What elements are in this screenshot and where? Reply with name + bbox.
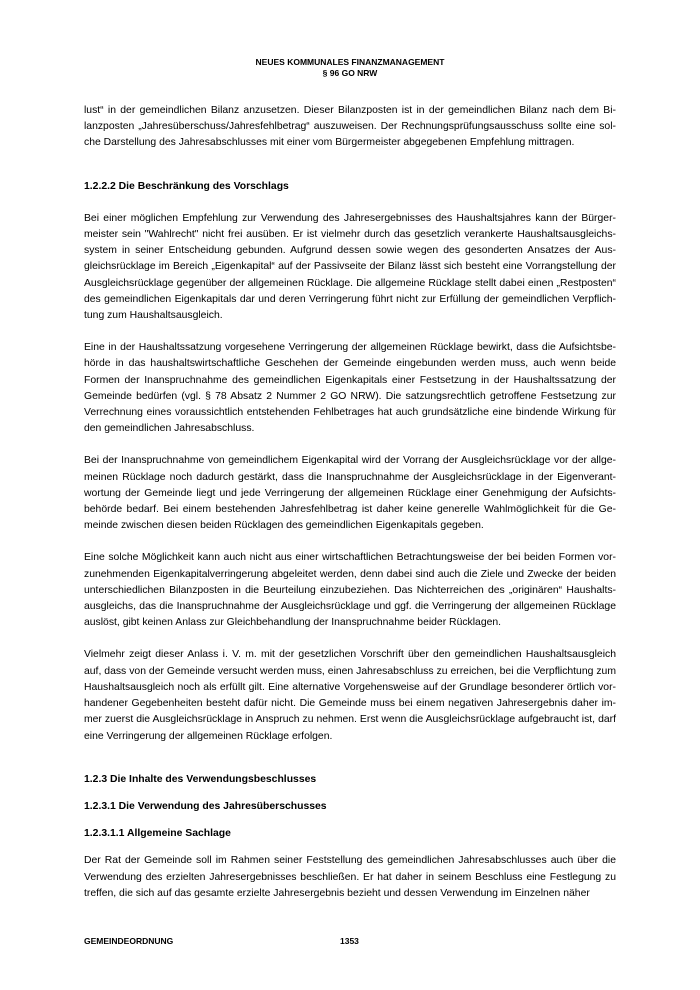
heading-1-2-3-1-1: 1.2.3.1.1 Allgemeine Sachlage — [84, 828, 231, 840]
heading-1-2-2-2: 1.2.2.2 Die Beschränkung des Vorschlags — [84, 180, 289, 192]
heading-1-2-3-1: 1.2.3.1 Die Verwendung des Jahresüberschusses — [84, 800, 327, 812]
paragraph: Der Rat der Gemeinde soll im Rahmen seiner Feststellung des gemeindlichen Jahresabschlusses auch über die Verwendung des erzielten Jahresergebnisses beschließen. Er hat daher in seinem Beschluss eine Festlegung zu treffen, die sich auf das gesamte erzielte Jahresergebnis bezieht und dessen Verwendung im Einzelnen näher — [84, 855, 616, 899]
paragraph: Bei der Inanspruchnahme von gemeindlichem Eigenkapital wird der Vorrang der Ausgleichsrücklage vor der allgemeinen Rücklage noch dadurch gestärkt, dass die Inanspruchnahme der Ausgleichsrücklage in der Eigenverantwortung der Gemeinde liegt und jede Verringerung der allgemeinen Rücklage einer Genehmigung der Aufsichtsbehörde bedarf. Bei einem bestehenden Jahresfehlbetrag ist daher keine generelle Wahlmöglichkeit für die Gemeinde zwischen diesen beiden Rücklagen des gemeindlichen Eigenkapitals gegeben. — [84, 455, 616, 532]
paragraph-continuation: lust“ in der gemeindlichen Bilanz anzusetzen. Dieser Bilanzposten ist in der gemeindlichen Bilanz nach dem Bilanzposten „Jahresüberschuss/Jahresfehlbetrag“ auszuweisen. Der Rechnungsprüfungsausschuss sollte eine solche Darstellung des Jahresabschlusses mit einer vom Bürgermeister abgegebenen Empfehlung mittragen. — [84, 105, 616, 149]
paragraph: Eine solche Möglichkeit kann auch nicht aus einer wirtschaftlichen Betrachtungsweise der bei beiden Formen vorzunehmenden Eigenkapitalverringerung abgeleitet werden, denn dabei sind auch die Ziele und Zwecke der beiden unterschiedlichen Bilanzposten in die Beurteilung einzubeziehen. Das Nichterreichen des „originären“ Haushaltsausgleichs, das die Inanspruchnahme der Ausgleichsrücklage und ggf. die Verringerung der allgemeinen Rücklage auslöst, gibt keinen Anlass zur Gleichbehandlung der Inanspruchnahme beider Rücklagen. — [84, 552, 616, 629]
page-body — [84, 103, 616, 902]
header-section: § 96 GO NRW — [322, 68, 378, 78]
header-title: NEUES KOMMUNALES FINANZMANAGEMENT — [255, 57, 445, 67]
paragraph: Vielmehr zeigt dieser Anlass i. V. m. mit der gesetzlichen Vorschrift über den gemeindlichen Haushaltsausgleich auf, dass von der Gemeinde versucht werden muss, einen Jahresabschluss zu erreichen, bei die Verpflichtung zum Haushaltsausgleich noch als erfüllt gilt. Eine alternative Vorgehensweise auf der Grundlage besonderer örtlich vorhandener Gegebenheiten besteht dafür nicht. Die Gemeinde muss bei einem negativen Jahresergebnis daher immer zuerst die Ausgleichsrücklage in Anspruch zu nehmen. Erst wenn die Ausgleichsrücklage aufgebraucht ist, darf eine Verringerung der allgemeinen Rücklage erfolgen. — [84, 649, 616, 742]
page-number: 1353 — [340, 936, 359, 946]
paragraph: Bei einer möglichen Empfehlung zur Verwendung des Jahresergebnisses des Haushaltsjahres kann der Bürgermeister sein "Wahlrecht" nicht frei ausüben. Er ist vielmehr durch das gesetzlich verankerte Haushaltsausgleichssystem in seiner Entscheidung gebunden. Aufgrund dessen sowie wegen des gesonderten Ansatzes der Ausgleichsrücklage im Bereich „Eigenkapital“ auf der Passivseite der Bilanz lässt sich besteht eine Vorrangstellung der Ausgleichsrücklage gegenüber der allgemeinen Rücklage. Die allgemeine Rücklage stellt dabei einen „Restposten“ des gemeindlichen Eigenkapitals dar und deren Verringerung führt nicht zur Erfüllung der gemeindlichen Verpflichtung zum Haushaltsausgleich. — [84, 212, 616, 322]
footer-title: GEMEINDEORDNUNG — [84, 936, 174, 946]
paragraph: Eine in der Haushaltssatzung vorgesehene Verringerung der allgemeinen Rücklage bewirkt, dass die Aufsichtsbehörde in das haushaltswirtschaftliche Geschehen der Gemeinde eingebunden werden muss, auch wenn beide Formen der Inanspruchnahme des gemeindlichen Eigenkapitals einer Festsetzung in der Haushaltssatzung der Gemeinde bedürfen (vgl. § 78 Absatz 2 Nummer 2 GO NRW). Die satzungsrechtlich getroffene Festsetzung zur Verrechnung eines voraussichtlich entstehenden Fehlbetrages hat auch grundsätzliche eine bindende Wirkung für den gemeindlichen Jahresabschluss. — [84, 342, 616, 435]
heading-1-2-3: 1.2.3 Die Inhalte des Verwendungsbeschlusses — [84, 773, 317, 785]
page-header — [0, 57, 700, 79]
